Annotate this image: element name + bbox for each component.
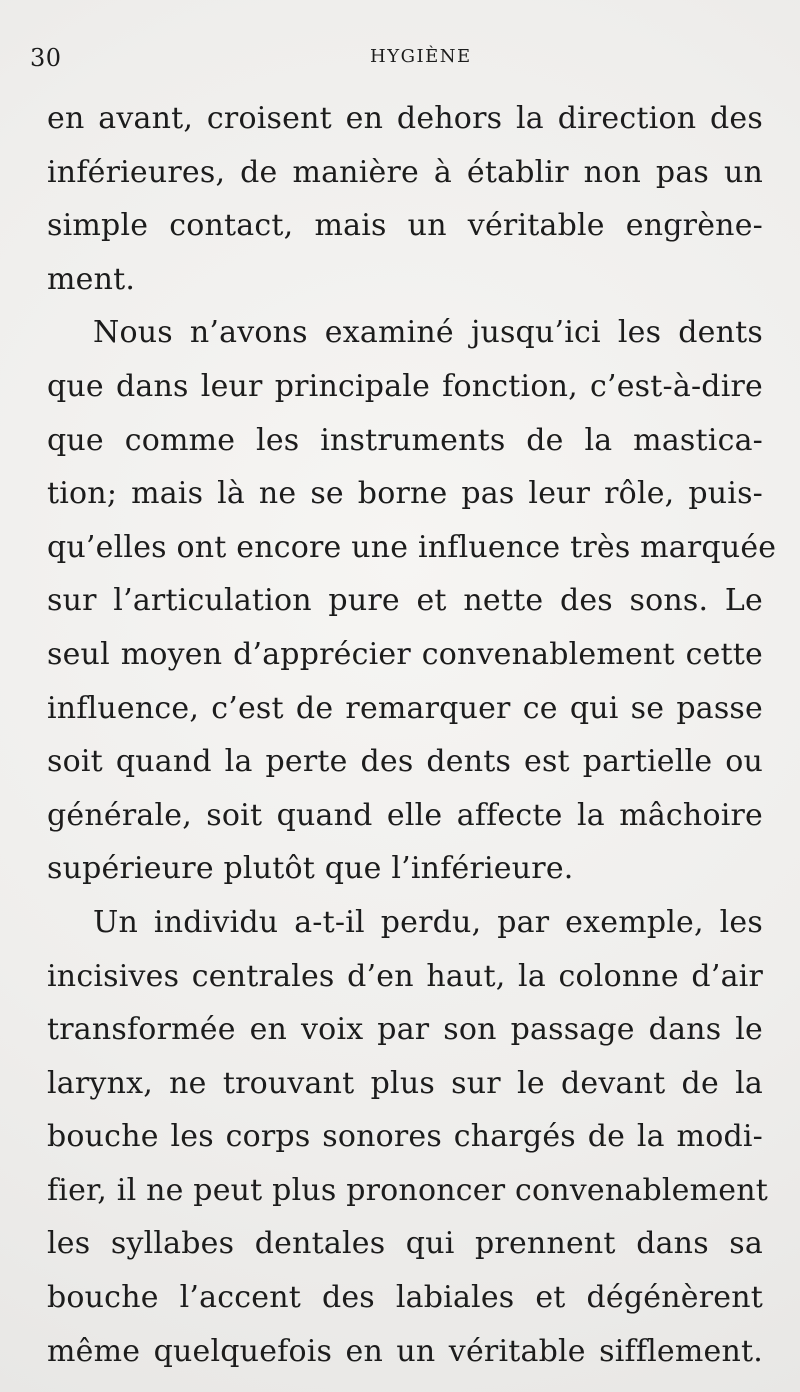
text-line: bouche les corps sonores chargés de la modi-: [47, 1119, 763, 1155]
text-line: tion; mais là ne se borne pas leur rôle, puis-: [47, 476, 763, 512]
text-line: simple contact, mais un véritable engrène-: [47, 208, 763, 244]
text-line: influence, c’est de remarquer ce qui se passe: [47, 690, 763, 726]
text-line: en avant, croisent en dehors la direction des: [47, 101, 763, 136]
text-line: bouche l’accent des labiales et dégénèrent: [47, 1280, 763, 1316]
page-header: [30, 44, 770, 74]
text-line: soit quand la perte des dents est partielle ou: [47, 744, 763, 780]
text-line: larynx, ne trouvant plus sur le devant de la: [47, 1065, 763, 1101]
text-line: générale, soit quand elle affecte la mâchoire: [47, 797, 763, 833]
text-line: incisives centrales d’en haut, la colonne d’air: [47, 958, 763, 994]
text-line: Un individu a-t-il perdu, par exemple, les: [93, 904, 763, 940]
text-line: les syllabes dentales qui prennent dans sa: [47, 1226, 763, 1262]
text-line: qu’elles ont encore une influence très marquée: [47, 529, 777, 565]
text-line: ment.: [47, 261, 136, 297]
text-line: que dans leur principale fonction, c’est-à-dire: [47, 368, 763, 404]
text-line: sur l’articulation pure et nette des sons. Le: [47, 583, 763, 619]
text-line: que comme les instruments de la mastica-: [47, 422, 763, 458]
text-line: Nous n’avons examiné jusqu’ici les dents: [93, 315, 763, 351]
text-line: fier, il ne peut plus prononcer convenablement: [47, 1172, 768, 1208]
text-line: supérieure plutôt que l’inférieure.: [47, 851, 574, 887]
page-number: 30: [30, 44, 62, 72]
text-line: transformée en voix par son passage dans le: [47, 1012, 763, 1048]
text-line: même quelquefois en un véritable sifflement.: [47, 1333, 763, 1369]
text-line: inférieures, de manière à établir non pas un: [47, 154, 763, 190]
body-text: [47, 92, 777, 1378]
running-head: HYGIÈNE: [370, 46, 472, 67]
text-line: seul moyen d’apprécier convenablement cette: [47, 636, 763, 672]
